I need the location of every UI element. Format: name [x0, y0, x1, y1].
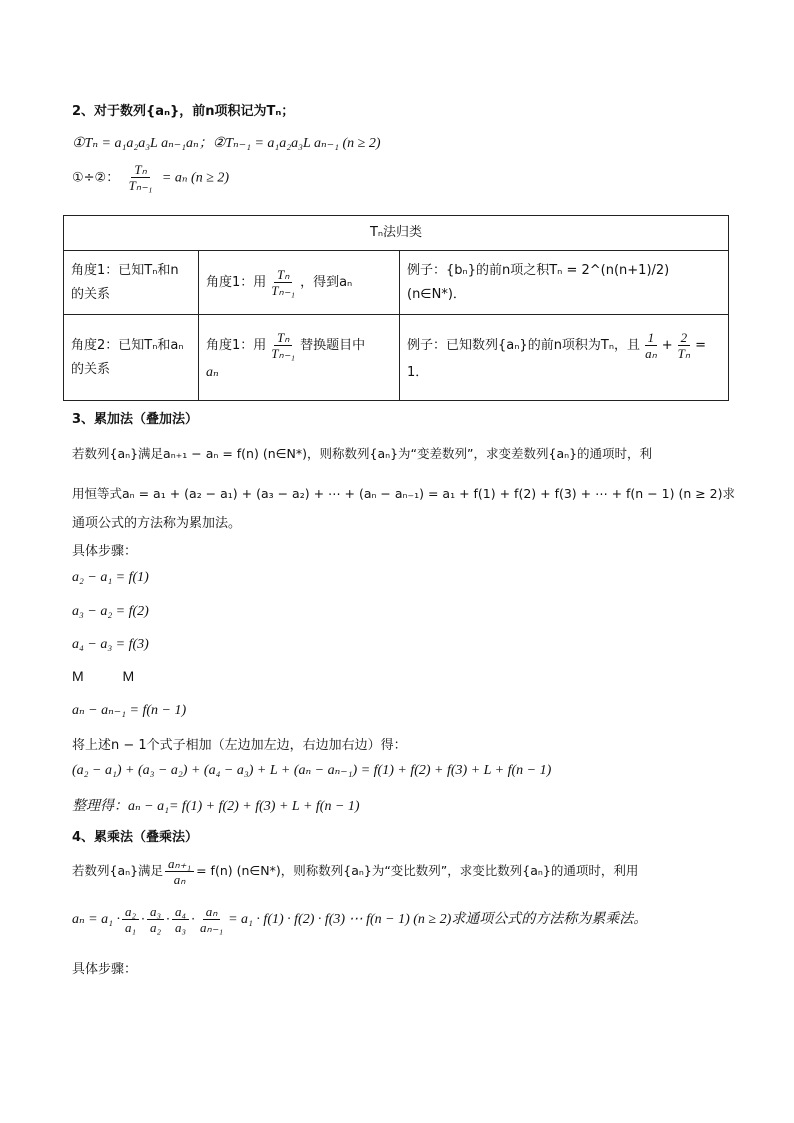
- section-2-formula-2: [72, 162, 229, 193]
- table-r2-c1: 角度2：已知Tₙ和aₙ的关系: [64, 315, 199, 401]
- r1c2-prefix: 角度1：用: [206, 275, 267, 290]
- formula-2-suffix: = aₙ (n ≥ 2): [161, 170, 230, 186]
- section-4-heading: 4、累乘法（叠乘法）: [72, 830, 199, 845]
- r1c2-suffix: ，得到aₙ: [300, 275, 353, 290]
- dot-separator: ·: [141, 911, 146, 926]
- r2c2-fraction: [268, 330, 298, 361]
- fraction-denominator: a₁: [125, 920, 137, 935]
- fraction-denominator: a₂: [150, 920, 162, 935]
- step-equation-3: a₄ − a₃ = f(3): [72, 637, 149, 652]
- dot-separator: ·: [166, 911, 171, 926]
- section-3-heading: 3、累加法（叠加法）: [72, 412, 199, 427]
- section-4-steps-label: 具体步骤：: [72, 962, 138, 977]
- formula-2-fraction: [126, 162, 156, 193]
- fraction-numerator: Tₙ: [274, 330, 292, 346]
- fraction-denominator: aₙ: [173, 872, 186, 887]
- table-r2-c2: [199, 315, 400, 401]
- table-r1-c1: 角度1：已知Tₙ和n的关系: [64, 251, 199, 315]
- fraction-denominator: Tₙ: [677, 346, 691, 361]
- fraction-numerator: a₄: [172, 904, 189, 920]
- fraction-numerator: Tₙ: [274, 267, 292, 283]
- p2-prefix: aₙ = a₁ ·: [72, 912, 120, 927]
- section-4-paragraph-1: [72, 856, 638, 887]
- fraction-denominator: aₙ: [645, 346, 657, 361]
- fraction-numerator: a₂: [122, 904, 139, 920]
- section-3-steps-label: 具体步骤：: [72, 544, 138, 559]
- r2c2-tail: aₙ: [206, 365, 219, 380]
- p1-suffix: = f(n) (n∈N*)，则称数列{aₙ}为“变比数列”，求变比数列{aₙ}的通项时，利用: [196, 863, 639, 878]
- tn-method-table: [63, 215, 729, 401]
- r2c3-prefix: 例子：已知数列{aₙ}的前n项积为Tₙ，且: [407, 338, 641, 353]
- section-3-combine-text: 将上述n − 1个式子相加（左边加左边，右边加右边）得：: [72, 738, 407, 753]
- formula-2-prefix: ①÷②：: [72, 170, 120, 186]
- section-3-result: 整理得：aₙ − a₁= f(1) + f(2) + f(3) + L + f(n − 1): [72, 799, 360, 814]
- r2c3-plus: +: [661, 338, 673, 353]
- r2c3-suffix: = 1．: [407, 338, 706, 380]
- section-3-paragraph-3: 通项公式的方法称为累加法。: [72, 516, 242, 531]
- table-r1-c3: 例子：{bₙ}的前n项之积Tₙ = 2^(n(n+1)/2) (n∈N*)．: [400, 251, 729, 315]
- fraction-denominator: Tₙ₋₁: [271, 283, 296, 298]
- dot-separator: ·: [191, 911, 196, 926]
- p1-prefix: 若数列{aₙ}满足: [72, 863, 164, 878]
- section-2-formula-1: ①Tₙ = a₁a₂a₃L aₙ₋₁aₙ；②Tₙ₋₁ = a₁a₂a₃L aₙ₋₁ (n ≥ 2): [72, 136, 381, 151]
- fraction-numerator: Tₙ: [131, 162, 149, 178]
- step-ellipsis: M M: [72, 668, 135, 684]
- section-3-sum-equation: (a₂ − a₁) + (a₃ − a₂) + (a₄ − a₃) + L + (aₙ − aₙ₋₁) = f(1) + f(2) + f(3) + L + f(n − 1): [72, 763, 552, 778]
- fraction-numerator: a₃: [147, 904, 164, 920]
- fraction-numerator: 1: [645, 330, 658, 346]
- step-equation-2: a₃ − a₂ = f(2): [72, 604, 149, 619]
- table-r2-c3: [400, 315, 729, 401]
- section-3-paragraph-1: 若数列{aₙ}满足aₙ₊₁ − aₙ = f(n) (n∈N*)，则称数列{aₙ}为“变差数列”，求变差数列{aₙ}的通项时，利: [72, 446, 653, 461]
- p2-fraction-3: [172, 904, 189, 935]
- fraction-numerator: aₙ₊₁: [165, 856, 194, 872]
- p2-fraction-4: [197, 904, 226, 935]
- p2-fraction-1: [122, 904, 139, 935]
- fraction-denominator: aₙ₋₁: [200, 920, 224, 935]
- table-r1-c2: [199, 251, 400, 315]
- fraction-numerator: aₙ: [203, 904, 221, 920]
- step-equation-1: a₂ − a₁ = f(1): [72, 570, 149, 585]
- section-4-paragraph-2: [72, 904, 647, 935]
- r2c2-suffix: 替换题目中: [300, 338, 366, 353]
- p2-suffix: = a₁ · f(1) · f(2) · f(3) ⋯ f(n − 1) (n ≥ 2)求通项公式的方法称为累乘法。: [228, 912, 648, 927]
- r2c3-fraction-2: [675, 330, 693, 361]
- r2c3-fraction-1: [642, 330, 660, 361]
- table-header: Tₙ法归类: [64, 216, 729, 251]
- fraction-numerator: 2: [678, 330, 691, 346]
- p2-fraction-2: [147, 904, 164, 935]
- p1-fraction: [165, 856, 194, 887]
- fraction-denominator: a₃: [175, 920, 187, 935]
- fraction-denominator: Tₙ₋₁: [271, 346, 296, 361]
- fraction-denominator: Tₙ₋₁: [128, 178, 153, 193]
- section-2-heading: 2、对于数列{aₙ}，前n项积记为Tₙ；: [72, 104, 295, 119]
- step-equation-n: aₙ − aₙ₋₁ = f(n − 1): [72, 703, 187, 718]
- r1c2-fraction: [268, 267, 298, 298]
- r2c2-prefix: 角度1：用: [206, 338, 267, 353]
- section-3-paragraph-2: 用恒等式aₙ = a₁ + (a₂ − a₁) + (a₃ − a₂) + ⋯ + (aₙ − aₙ₋₁) = a₁ + f(1) + f(2) + f(3) + ⋯ + f(n − 1) (n ≥ 2)求: [72, 486, 735, 501]
